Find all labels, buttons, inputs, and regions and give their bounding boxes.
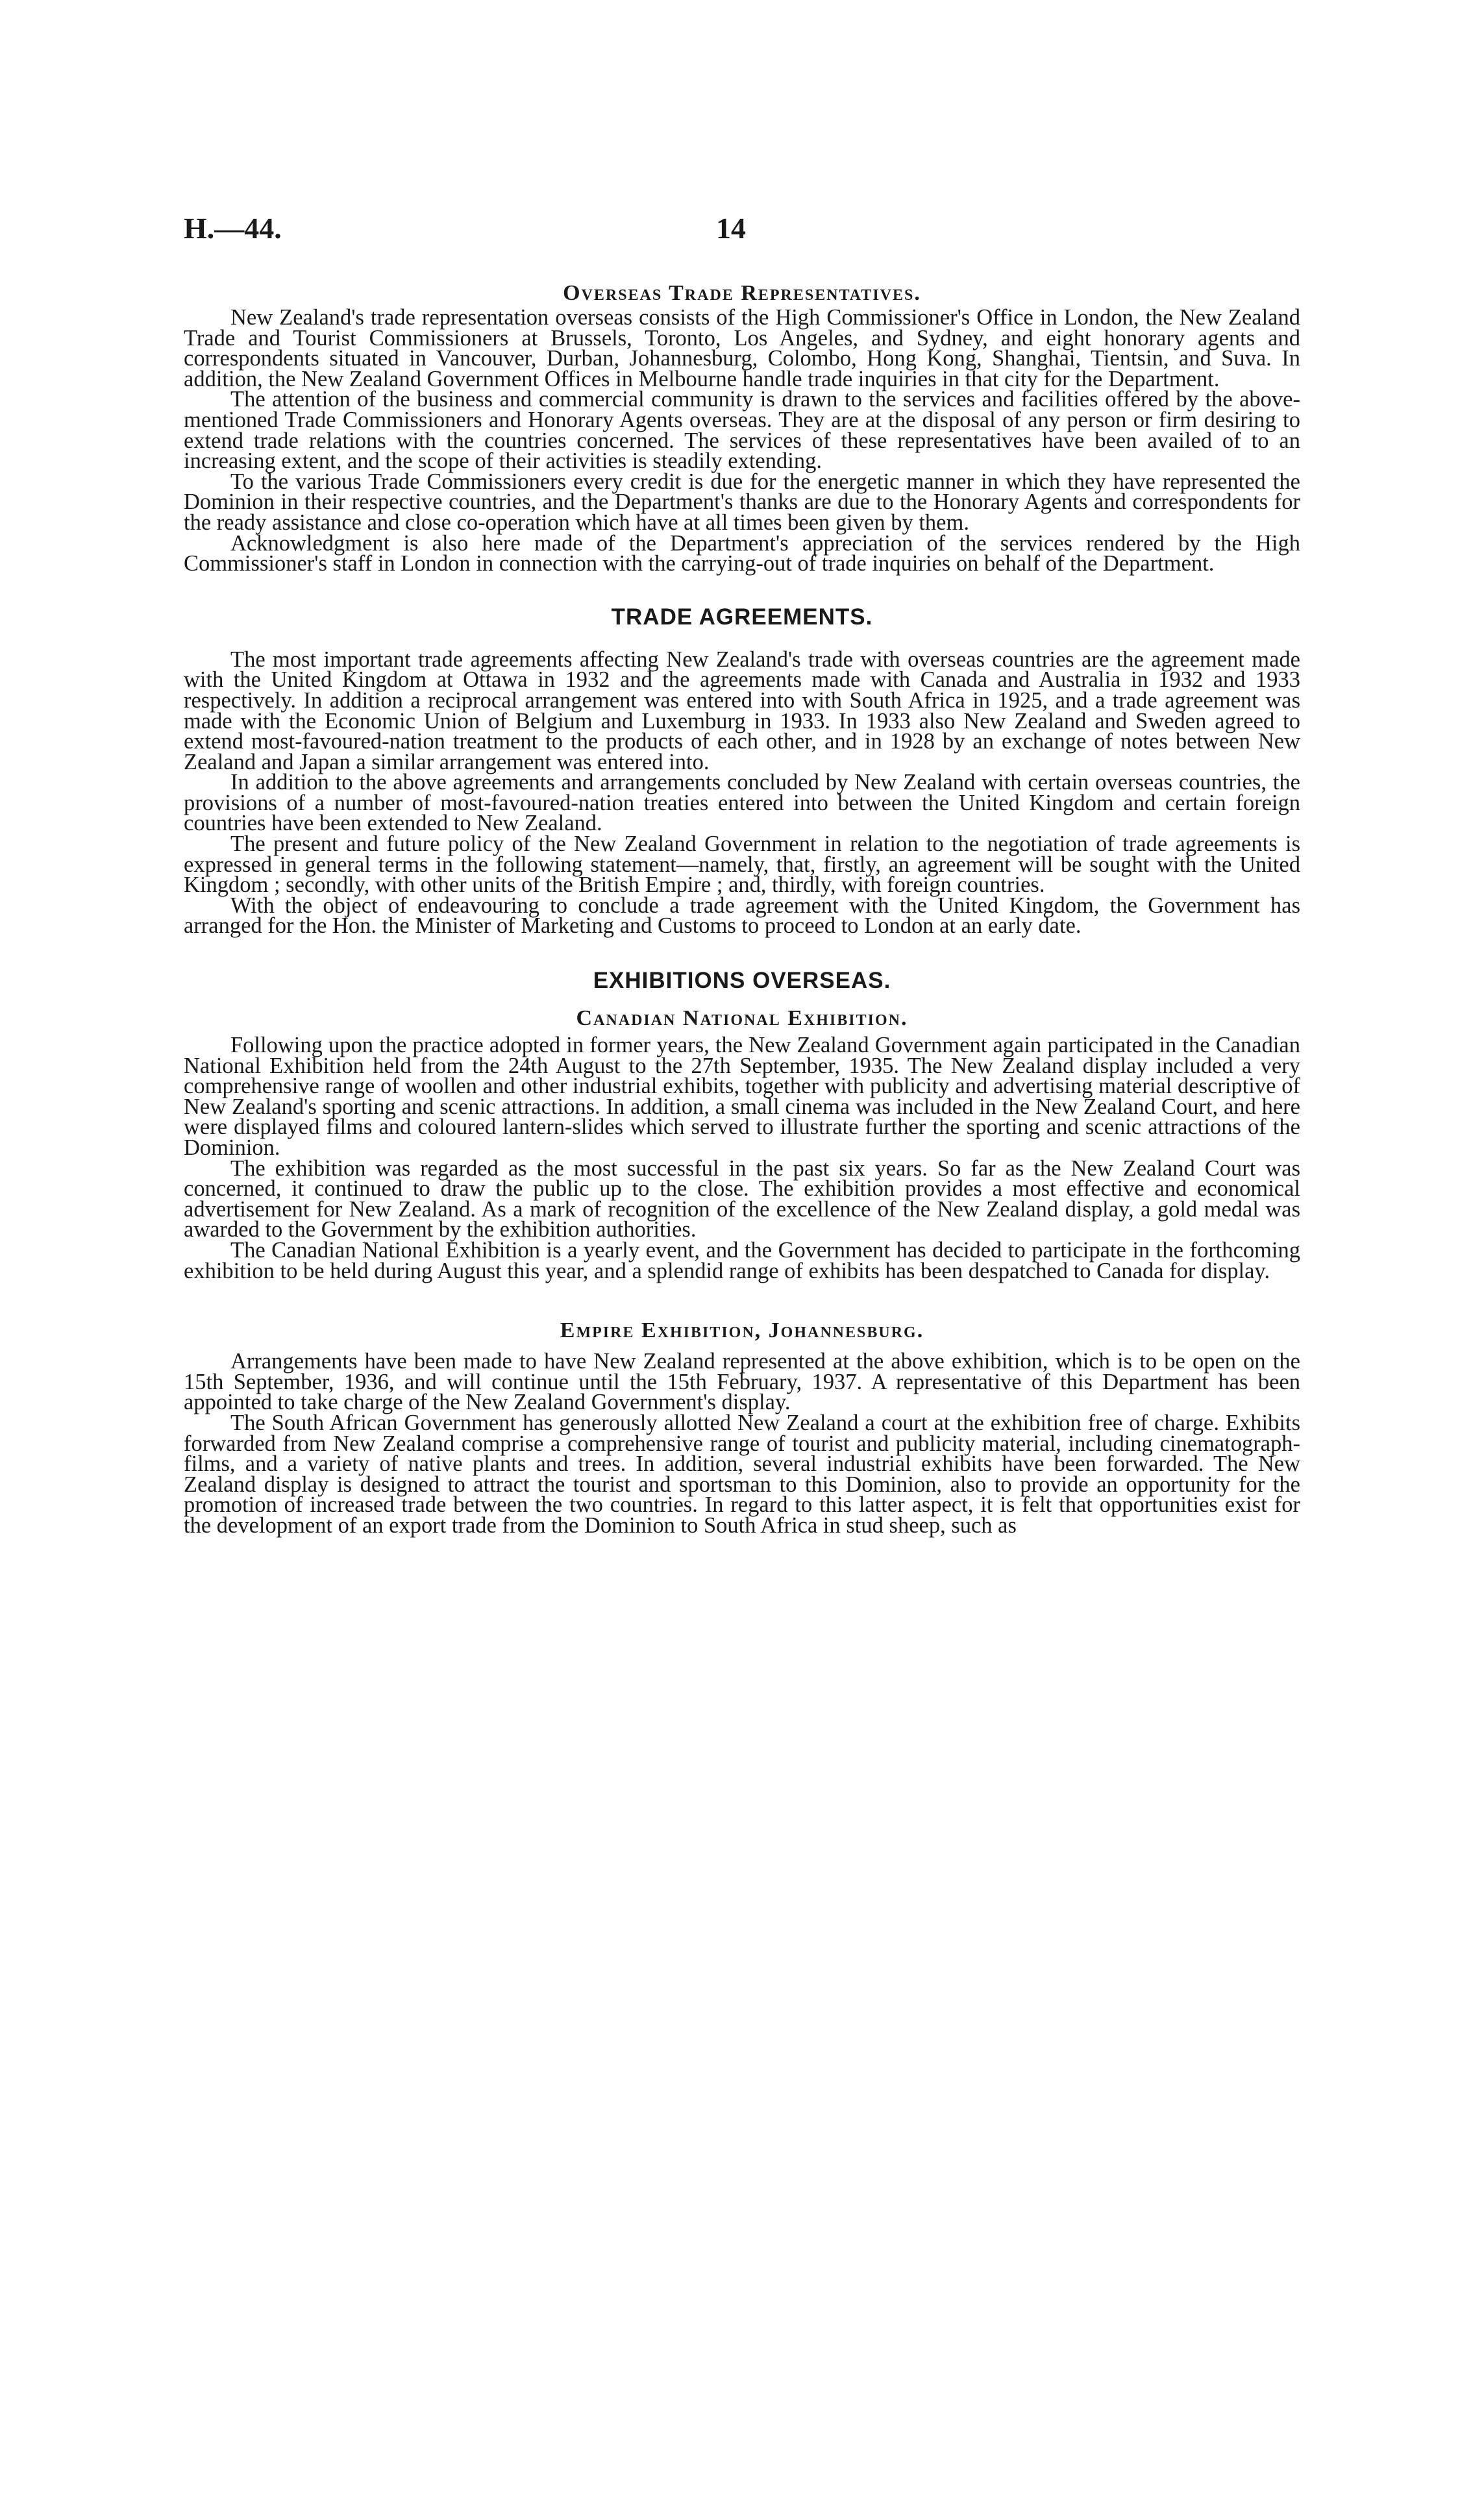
page-content: [184, 280, 1300, 1536]
subheading-canadian-exhibition: Canadian National Exhibition.: [576, 1006, 908, 1031]
section-heading-exhibitions: EXHIBITIONS OVERSEAS.: [593, 968, 891, 994]
page-number: 14: [716, 212, 746, 245]
paragraph: Acknowledgment is also here made of the Department's appreciation of the services rendered by the High Commissioner's staff in London in connection with the carrying-out of trade inquiries on behalf of the Department.: [184, 530, 1300, 576]
paragraph: Arrangements have been made to have New Zealand represented at the above exhibition, which is to be open on the 15th September, 1936, and will continue until the 15th February, 1937. A representative of this Department has been appointed to take charge of the New Zealand Government's display.: [184, 1349, 1300, 1415]
paragraph: The exhibition was regarded as the most successful in the past six years. So far as the New Zealand Court was concerned, it continued to draw the public up to the close. The exhibition provides a most effective and economical advertisement for New Zealand. As a mark of recognition of the excellence of the New Zealand display, a gold medal was awarded to the Government by the exhibition authorities.: [184, 1155, 1300, 1242]
section-heading-trade-agreements: TRADE AGREEMENTS.: [611, 604, 873, 630]
document-reference: H.—44.: [184, 212, 282, 245]
paragraph: The attention of the business and commercial community is drawn to the services and facilities offered by the above-mentioned Trade Commissioners and Honorary Agents overseas. They are at the disposal of any person or firm desiring to extend trade relations with the countries concerned. The services of these representatives have been availed of to an increasing extent, and the scope of their activities is steadily extending.: [184, 387, 1300, 474]
paragraph: The South African Government has generously allotted New Zealand a court at the exhibition free of charge. Exhibits forwarded from New Zealand comprise a comprehensive range of tourist and publicity material, including cinematograph-films, and a variety of native plants and trees. In addition, several industrial exhibits have been forwarded. The New Zealand display is designed to attract the tourist and sportsman to this Dominion, also to provide an opportunity for the promotion of increased trade between the two countries. In regard to this latter aspect, it is felt that opportunities exist for the development of an export trade from the Dominion to South Africa in stud sheep, such as: [184, 1410, 1300, 1538]
paragraph: The present and future policy of the New Zealand Government in relation to the negotiation of trade agreements is expressed in general terms in the following statement—namely, that, firstly, an agreement will be sought with the United Kingdom ; secondly, with other units of the British Empire ; and, thirdly, with foreign countries.: [184, 832, 1300, 898]
paragraph: In addition to the above agreements and arrangements concluded by New Zealand with certain overseas countries, the provisions of a number of most-favoured-nation treaties entered into between the United Kingdom and certain foreign countries have been extended to New Zealand.: [184, 770, 1300, 836]
paragraph: The most important trade agreements affecting New Zealand's trade with overseas countries are the agreement made with the United Kingdom at Ottawa in 1932 and the agreements made with Canada and Australia in 1932 and 1933 respectively. In addition a reciprocal arrangement was entered into with South Africa in 1925, and a trade agreement was made with the Economic Union of Belgium and Luxemburg in 1933. In 1933 also New Zealand and Sweden agreed to extend most-favoured-nation treatment to the products of each other, and in 1928 by an exchange of notes between New Zealand and Japan a similar arrangement was entered into.: [184, 647, 1300, 774]
paragraph: The Canadian National Exhibition is a yearly event, and the Government has decided to participate in the forthcoming exhibition to be held during August this year, and a splendid range of exhibits has been despatched to Canada for display.: [184, 1237, 1300, 1283]
paragraph: With the object of endeavouring to conclude a trade agreement with the United Kingdom, the Government has arranged for the Hon. the Minister of Marketing and Customs to proceed to London at an early date.: [184, 893, 1300, 939]
paragraph: New Zealand's trade representation overseas consists of the High Commissioner's Office in London, the New Zealand Trade and Tourist Commissioners at Brussels, Toronto, Los Angeles, and Sydney, and eight honorary agents and correspondents situated in Vancouver, Durban, Johannesburg, Colombo, Hong Kong, Shanghai, Tientsin, and Suva. In addition, the New Zealand Government Offices in Melbourne handle trade inquiries in that city for the Department.: [184, 305, 1300, 391]
page-header: [184, 211, 1300, 256]
paragraph: To the various Trade Commissioners every credit is due for the energetic manner in which they have represented the Dominion in their respective countries, and the Department's thanks are due to the Honorary Agents and correspondents for the ready assistance and close co-operation which have at all times been given by them.: [184, 469, 1300, 535]
subheading-empire-exhibition: Empire Exhibition, Johannesburg.: [560, 1318, 924, 1343]
section-heading-overseas-trade: Overseas Trade Representatives.: [563, 281, 921, 305]
paragraph: Following upon the practice adopted in former years, the New Zealand Government again participated in the Canadian National Exhibition held from the 24th August to the 27th September, 1935. The New Zealand display included a very comprehensive range of woollen and other industrial exhibits, together with publicity and advertising material descriptive of New Zealand's sporting and scenic attractions. In addition, a small cinema was included in the New Zealand Court, and here were displayed films and coloured lantern-slides which served to illustrate further the sporting and scenic attractions of the Dominion.: [184, 1033, 1300, 1160]
